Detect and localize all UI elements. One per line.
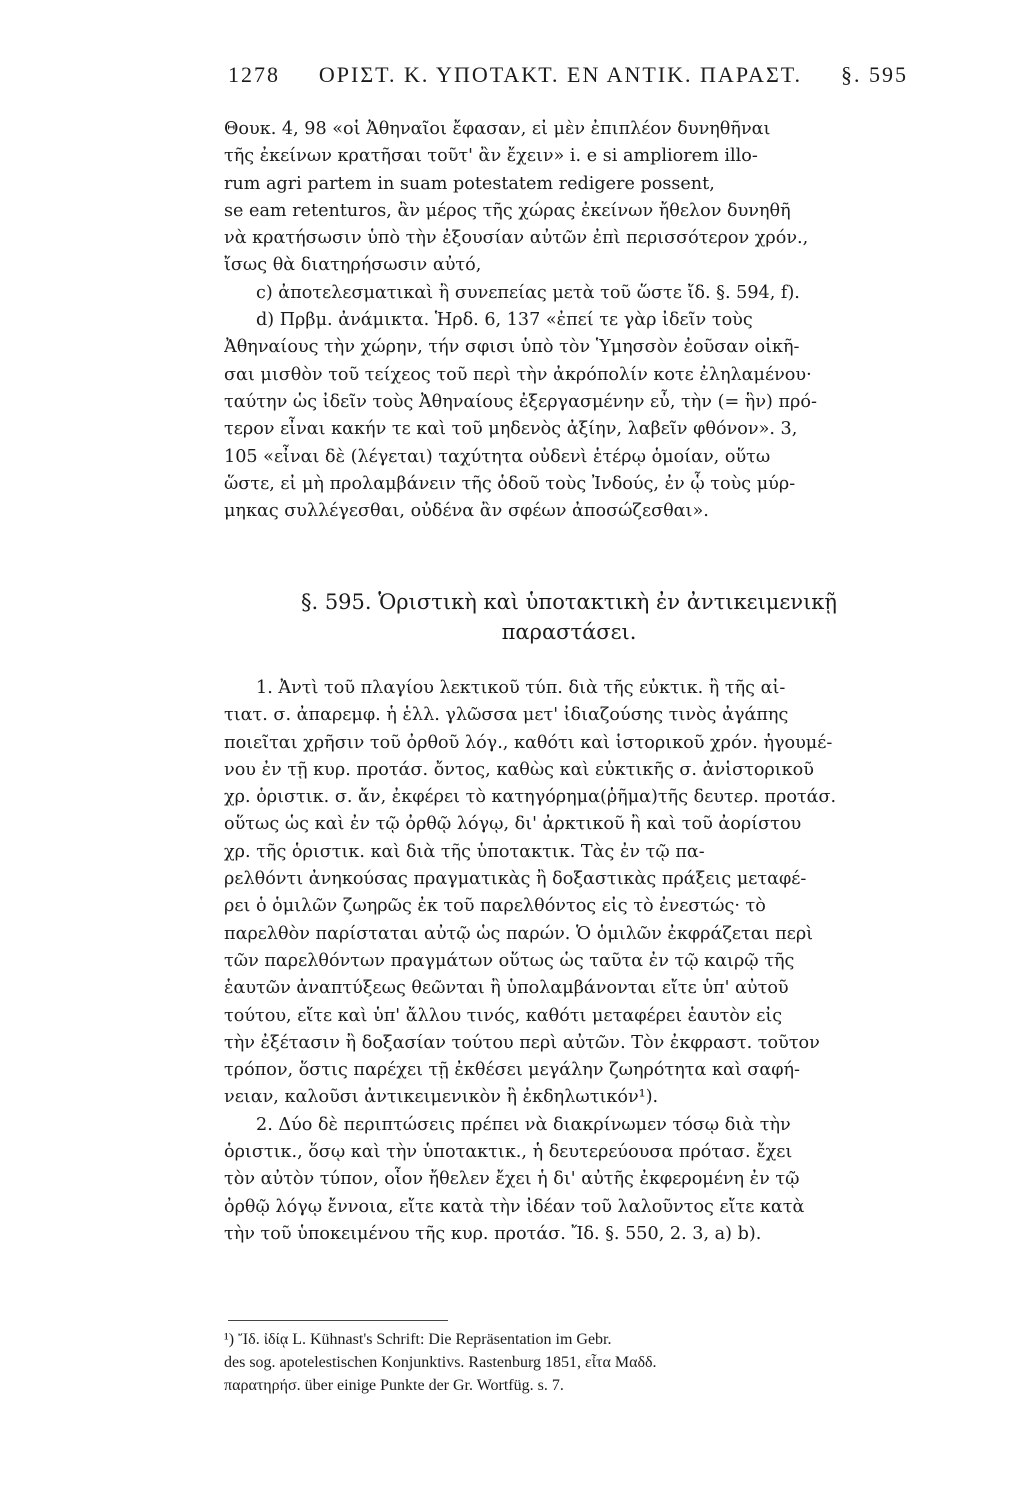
text-line: c) ἀποτελεσματικαὶ ἢ συνεπείας μετὰ τοῦ ὥστε ἴδ. §. 594, f). bbox=[256, 282, 800, 303]
text-line: se eam retenturos, ἂν μέρος τῆς χώρας ἐκείνων ἤθελον δυνηθῆ bbox=[224, 200, 791, 221]
text-line: ὁριστικ., ὅσῳ καὶ τὴν ὑποτακτικ., ἡ δευτερεύουσα πρότασ. ἔχει bbox=[224, 1142, 793, 1163]
running-header bbox=[228, 62, 908, 88]
text-line: 105 «εἶναι δὲ (λέγεται) ταχύτητα οὐδενὶ ἑτέρῳ ὁμοίαν, οὕτω bbox=[224, 446, 771, 467]
text-line: τῆς ἐκείνων κρατῆσαι τοῦτ' ἂν ἔχειν» i. e si ampliorem illo- bbox=[224, 146, 758, 167]
text-line: σαι μισθὸν τοῦ τείχεος τοῦ περὶ τὴν ἀκρόπολίν κοτε ἐληλαμένου· bbox=[224, 364, 812, 385]
text-line: τιατ. σ. ἀπαρεμφ. ἡ ἑλλ. γλῶσσα μετ' ἰδιαζούσης τινὸς ἀγάπης bbox=[224, 705, 789, 726]
text-line: Ἀθηναίους τὴν χώρην, τήν σφισι ὑπὸ τὸν Ὑμησσὸν ἐοῦσαν οἰκῆ- bbox=[224, 337, 800, 358]
text-line: ἴσως θὰ διατηρήσωσιν αὐτό, bbox=[224, 255, 482, 276]
text-line: τὸν αὐτὸν τύπον, οἷον ἤθελεν ἔχει ἡ δι' αὐτῆς ἐκφερομένη ἐν τῷ bbox=[224, 1169, 800, 1190]
text-line: d) Πρβμ. ἀνάμικτα. Ἡρδ. 6, 137 «ἐπεί τε γὰρ ἰδεῖν τοὺς bbox=[256, 310, 753, 331]
footnote-divider bbox=[228, 1320, 448, 1321]
text-line: ποιεῖται χρῆσιν τοῦ ὀρθοῦ λόγ., καθότι καὶ ἱστορικοῦ χρόν. ἡγουμέ- bbox=[224, 732, 833, 753]
text-line: 1. Ἀντὶ τοῦ πλαγίου λεκτικοῦ τύπ. διὰ τῆς εὐκτικ. ἢ τῆς αἰ- bbox=[256, 678, 786, 698]
section-heading bbox=[224, 587, 914, 647]
text-line: νὰ κρατήσωσιν ὑπὸ τὴν ἐξουσίαν αὐτῶν ἐπὶ περισσότερον χρόν., bbox=[224, 228, 809, 249]
section-reference: §. 595 bbox=[840, 62, 908, 87]
footnote-line: ¹) Ἴδ. ἰδίᾳ L. Kühnast's Schrift: Die Repräsentation im Gebr. bbox=[224, 1331, 612, 1348]
text-line: τούτου, εἴτε καὶ ὑπ' ἄλλου τινός, καθότι μεταφέρει ἑαυτὸν εἰς bbox=[224, 1005, 783, 1026]
text-line: ταύτην ὡς ἰδεῖν τοὺς Ἀθηναίους ἐξεργασμένην εὖ, τὴν (= ἣν) πρό- bbox=[224, 391, 817, 412]
page-number: 1278 bbox=[228, 62, 280, 87]
text-line: νειαν, καλοῦσι ἀντικειμενικὸν ἢ ἐκδηλωτικόν¹). bbox=[224, 1087, 659, 1108]
text-line: 2. Δύο δὲ περιπτώσεις πρέπει νὰ διακρίνωμεν τόσῳ διὰ τὴν bbox=[256, 1114, 791, 1135]
text-line: οὕτως ὡς καὶ ἐν τῷ ὀρθῷ λόγῳ, δι' ἀρκτικοῦ ἢ καὶ τοῦ ἀορίστου bbox=[224, 814, 802, 835]
text-line: ὥστε, εἰ μὴ προλαμβάνειν τῆς ὁδοῦ τοὺς Ἰνδούς, ἐν ᾧ τοὺς μύρ- bbox=[224, 473, 796, 494]
text-line: τὴν τοῦ ὑποκειμένου τῆς κυρ. προτάσ. Ἴδ. §. 550, 2. 3, a) b). bbox=[224, 1223, 762, 1244]
footnote-line: παρατηρήσ. über einige Punkte der Gr. Wortfüg. s. 7. bbox=[224, 1377, 564, 1394]
text-line: ἑαυτῶν ἀναπτύξεως θεῶνται ἢ ὑπολαμβάνονται εἴτε ὑπ' αὐτοῦ bbox=[224, 978, 789, 999]
text-line: τῶν παρελθόντων πραγμάτων οὕτως ὡς ταῦτα ἐν τῷ καιρῷ τῆς bbox=[224, 950, 795, 971]
text-line: ὀρθῷ λόγῳ ἔννοια, εἴτε κατὰ τὴν ἰδέαν τοῦ λαλοῦντος εἴτε κατὰ bbox=[224, 1196, 805, 1217]
text-line: ρει ὁ ὁμιλῶν ζωηρῶς ἐκ τοῦ παρελθόντος εἰς τὸ ἐνεστώς· τὸ bbox=[224, 896, 766, 917]
running-title: ΟΡΙΣΤ. Κ. ΥΠΟΤΑΚΤ. ΕΝ ΑΝΤΙΚ. ΠΑΡΑΣΤ. bbox=[318, 62, 803, 87]
text-line: παρελθὸν παρίσταται αὐτῷ ὡς παρών. Ὁ ὁμιλῶν ἐκφράζεται περὶ bbox=[224, 923, 814, 944]
section-heading-line: παραστάσει. bbox=[501, 620, 637, 644]
text-line: νου ἐν τῇ κυρ. προτάσ. ὄντος, καθὼς καὶ εὐκτικῆς σ. ἀνἱστορικοῦ bbox=[224, 759, 814, 780]
text-line: χρ. τῆς ὁριστικ. καὶ διὰ τῆς ὑποτακτικ. Τὰς ἐν τῷ πα- bbox=[224, 841, 705, 862]
section-594-continuation bbox=[224, 116, 914, 525]
text-line: τερον εἶναι κακήν τε καὶ τοῦ μηδενὸς ἀξίην, λαβεῖν φθόνον». 3, bbox=[224, 419, 798, 440]
footnote bbox=[224, 1328, 914, 1397]
text-line: ρελθόντι ἀνηκούσας πραγματικὰς ἢ δοξαστικὰς πράξεις μεταφέ- bbox=[224, 869, 807, 890]
text-line: Θουκ. 4, 98 «οἱ Ἀθηναῖοι ἔφασαν, εἰ μὲν ἐπιπλέον δυνηθῆναι bbox=[224, 119, 771, 139]
footnote-line: des sog. apotelestischen Konjunktivs. Rastenburg 1851, εἶτα Μαδδ. bbox=[224, 1354, 657, 1371]
section-595-body bbox=[224, 675, 914, 1248]
text-line: τρόπον, ὅστις παρέχει τῇ ἐκθέσει μεγάλην ζωηρότητα καὶ σαφή- bbox=[224, 1060, 801, 1081]
section-heading-line: §. 595. Ὁριστικὴ καὶ ὑποτακτικὴ ἐν ἀντικειμενικῇ bbox=[300, 590, 838, 614]
text-line: χρ. ὁριστικ. σ. ἄν, ἐκφέρει τὸ κατηγόρημα(ῥῆμα)τῆς δευτερ. προτάσ. bbox=[224, 787, 837, 808]
text-line: rum agri partem in suam potestatem redigere possent, bbox=[224, 173, 715, 194]
text-line: τὴν ἐξέτασιν ἢ δοξασίαν τούτου περὶ αὐτῶν. Τὸν ἐκφραστ. τοῦτον bbox=[224, 1032, 820, 1053]
text-line: μηκας συλλέγεσθαι, οὐδένα ἂν σφέων ἀποσώζεσθαι». bbox=[224, 501, 709, 522]
